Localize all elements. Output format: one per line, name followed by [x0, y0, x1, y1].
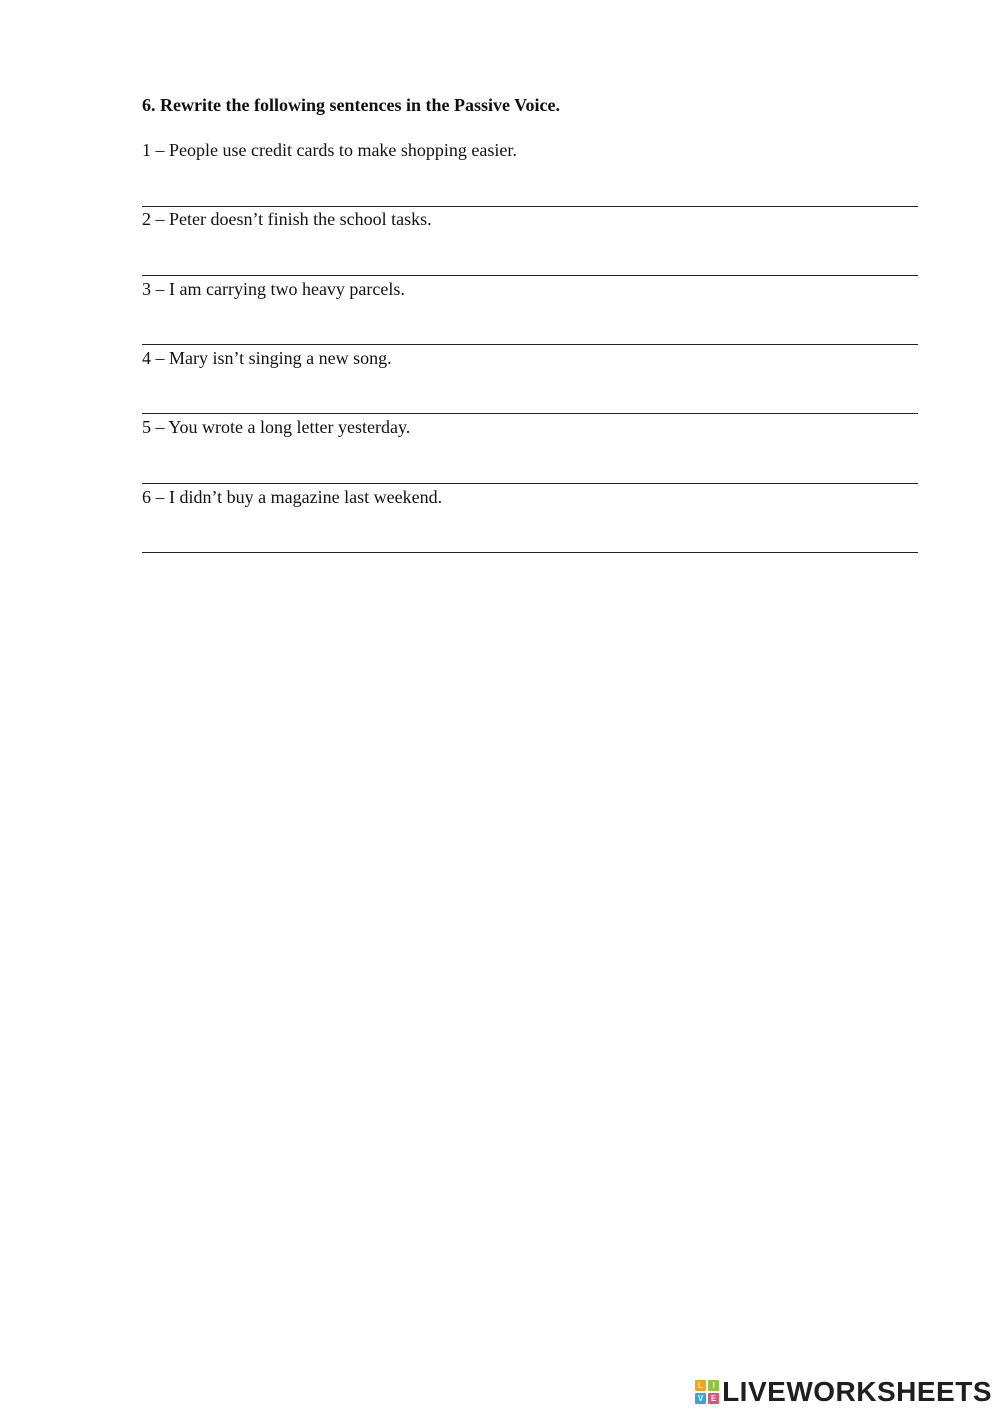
logo-mark-cell: I [708, 1380, 719, 1391]
question-4: 4 – Mary isn’t singing a new song. [142, 348, 392, 368]
question-5: 5 – You wrote a long letter yesterday. [142, 417, 411, 437]
answer-line-6[interactable] [142, 552, 918, 553]
question-1: 1 – People use credit cards to make shopping easier. [142, 140, 517, 160]
logo-mark-cell: E [708, 1393, 719, 1404]
logo-mark-cell: V [695, 1393, 706, 1404]
exercise-heading: 6. Rewrite the following sentences in the Passive Voice. [142, 95, 560, 115]
question-3: 3 – I am carrying two heavy parcels. [142, 279, 405, 299]
question-6: 6 – I didn’t buy a magazine last weekend. [142, 487, 443, 507]
answer-line-3[interactable] [142, 344, 918, 345]
answer-line-4[interactable] [142, 413, 918, 414]
logo-mark-icon [695, 1380, 719, 1404]
liveworksheets-logo[interactable] [695, 1375, 992, 1409]
logo-mark-cell: L [695, 1380, 706, 1391]
logo-text: LIVEWORKSHEETS [722, 1376, 992, 1407]
answer-line-5[interactable] [142, 483, 918, 484]
question-2: 2 – Peter doesn’t finish the school tasks. [142, 209, 432, 229]
answer-line-1[interactable] [142, 206, 918, 207]
answer-line-2[interactable] [142, 275, 918, 276]
